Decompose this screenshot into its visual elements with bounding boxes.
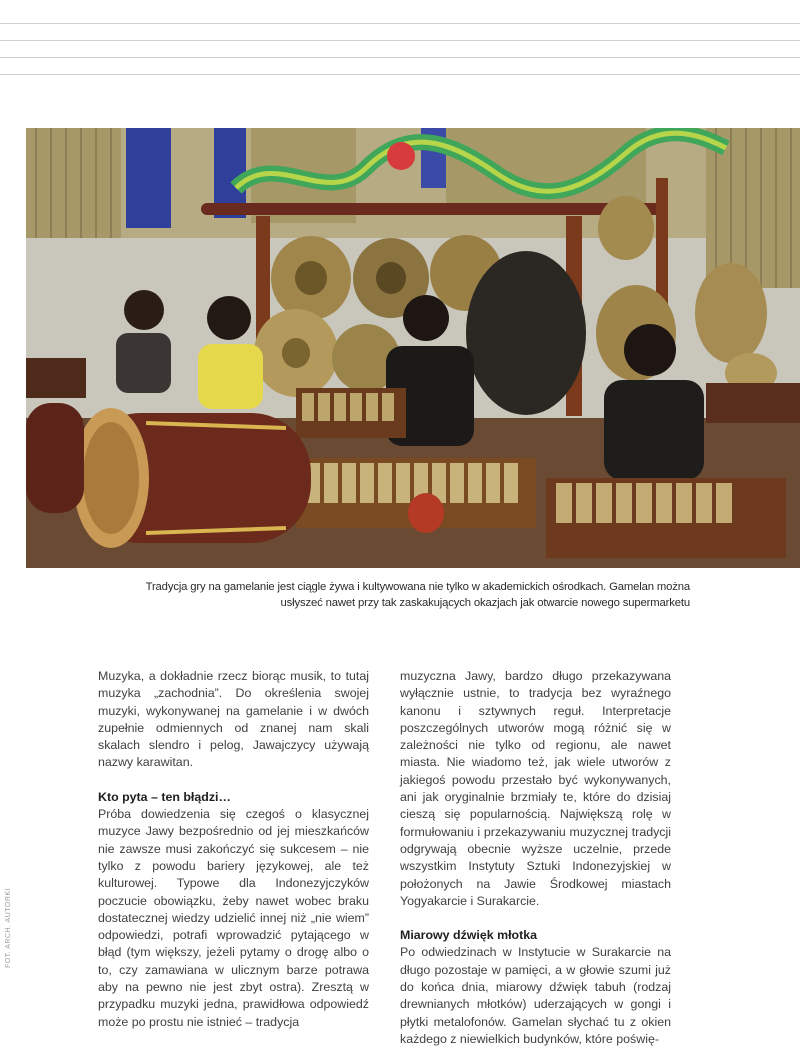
paragraph: Próba dowiedzenia się czegoś o klasycznej muzyce Jawy bezpośrednio od jej mieszkańców nie zawsze musi zakończyć się sukcesem – nie tylko z powodu bariery językowej, ale też kulturowej. Typowe dla Indonezyjczyków poczucie obowiązku, żeby nawet wobec braku dostatecznej wiedzy udzielić innej niż „nie wiem” odpowiedzi, potrafi wprowadzić pytającego w błąd (tym większy, jeżeli pytamy o drogę albo o to, czy zamawiana w ulicznym barze potrawa aby na pewno nie jest zbyt ostra). Zresztą w przypadku muzyki jedna, prawidłowa odpowiedź może po prostu nie istnieć – tradycja xyxy=(98,807,369,1029)
header-rule-2 xyxy=(0,40,800,41)
header-rule-1 xyxy=(0,23,800,24)
text-column-left xyxy=(98,668,369,1031)
section-heading: Kto pyta – ten błądzi… xyxy=(98,789,231,804)
section-heading: Miarowy dźwięk młotka xyxy=(400,928,538,943)
header-rule-3 xyxy=(0,57,800,58)
paragraph: muzyczna Jawy, bardzo długo przekazywana wyłącznie ustnie, to tradycja bez wyraźnego kanonu i sztywnych reguł. Interpretacje poszczególnych utworów mogą różnić się w zależności nie tylko od regionu, ale nawet miasta. Nie wiadomo też, jak wiele utworów z jakiegoś powodu przestało być wykonywanych, ani jak oryginalnie brzmiały te, które do dzisiaj cieszą się popularnością. Największą rolę w formułowaniu i przekazywaniu muzycznej tradycji odgrywają obecnie wyższe uczelnie, przede wszystkim Instytuty Sztuki Indonezyjskiej w położonych na Jawie Środkowej miastach Yogyakarcie i Surakarcie. xyxy=(400,669,671,908)
photo-caption xyxy=(120,579,690,611)
gamelan-illustration xyxy=(26,128,800,568)
caption-line-2: usłyszeć nawet przy tak zaskakujących okazjach jak otwarcie nowego supermarketu xyxy=(280,597,690,609)
gamelan-photo xyxy=(26,128,800,568)
text-column-right xyxy=(400,668,671,1048)
caption-line-1: Tradycja gry na gamelanie jest ciągle żywa i kultywowana nie tylko w akademickich ośrodkach. Gamelan można xyxy=(145,581,690,593)
photo-credit: FOT. ARCH. AUTORKI xyxy=(5,887,12,968)
header-rule-4 xyxy=(0,74,800,75)
paragraph: Po odwiedzinach w Instytucie w Surakarcie na długo pozostaje w pamięci, a w głowie szumi już do końca dnia, miarowy dźwięk tabuh (rodzaj drewnianych młotków) uderzających w gongi i płytki metalofonów. Gamelan słychać tu z okien każdego z niewielkich budynków, które poświę- xyxy=(400,945,671,1046)
paragraph: Muzyka, a dokładnie rzecz biorąc musik, to tutaj muzyka „zachodnia”. Do określenia swojej muzyki, wykonywanej na gamelanie i w dwóch zupełnie odmiennych od znanej nam skali skalach slendro i pelog, Jawajczycy używają nazwy karawitan. xyxy=(98,669,369,770)
